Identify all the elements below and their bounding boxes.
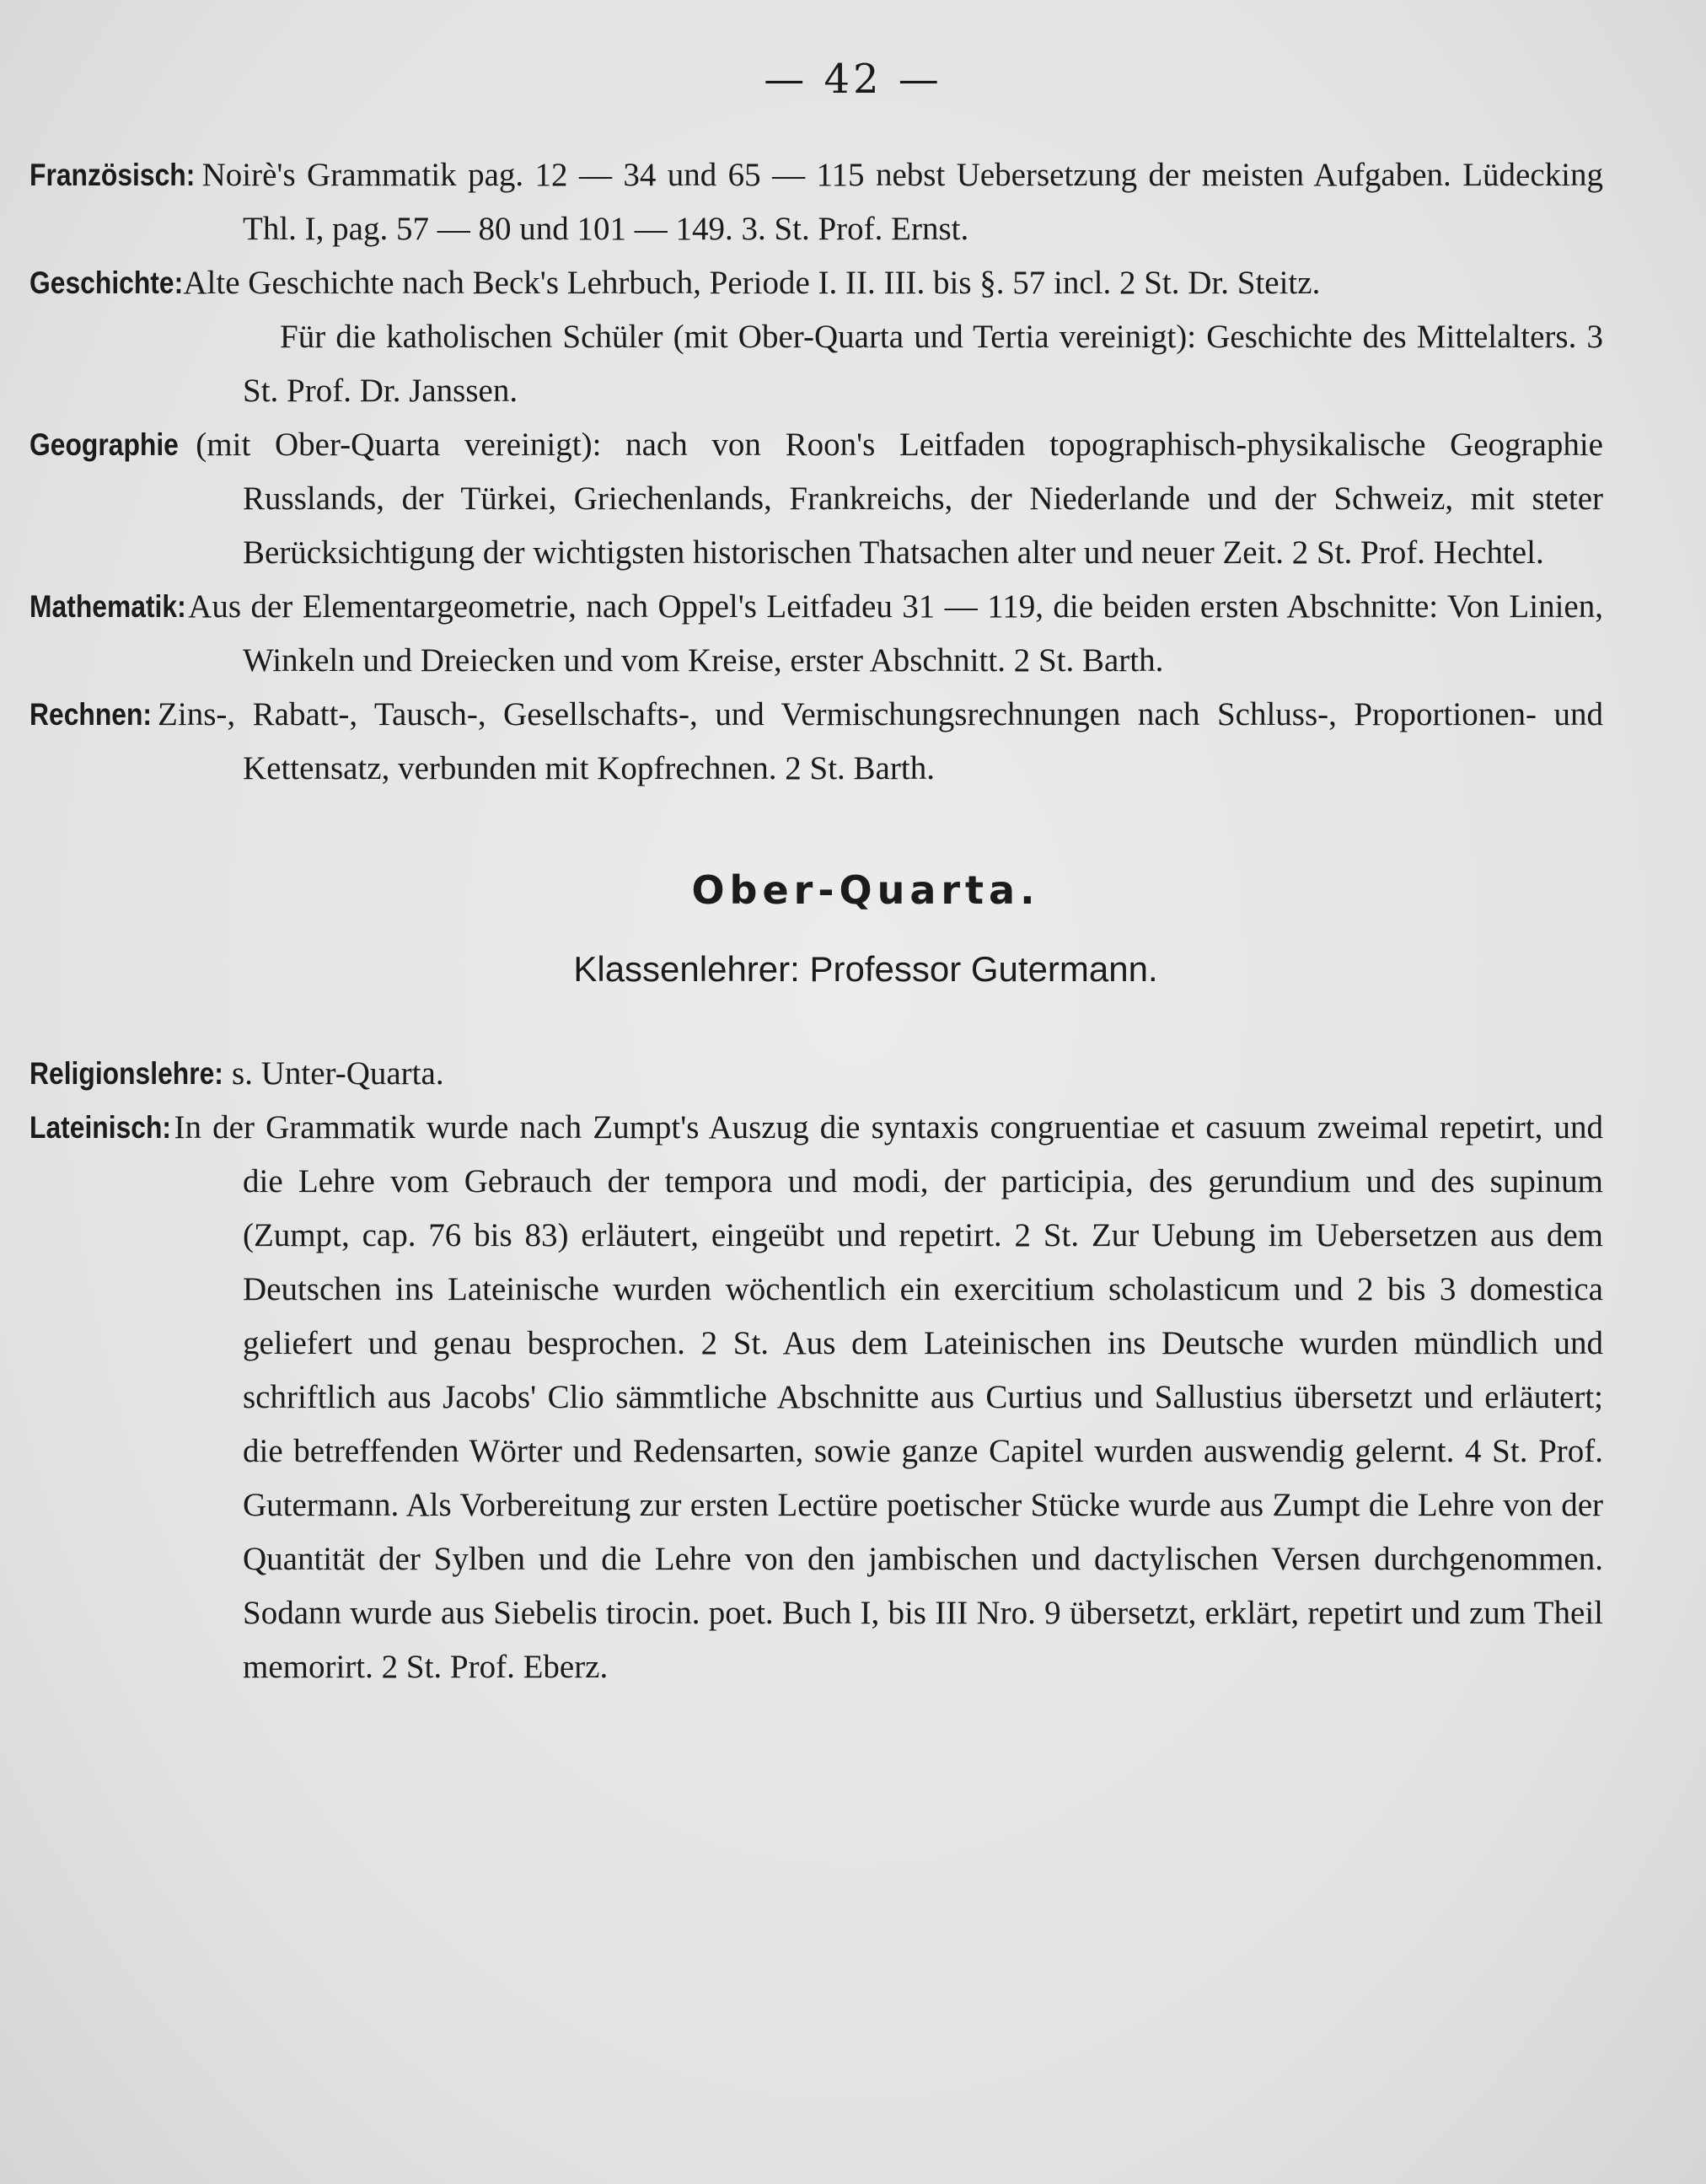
subject-heading: Mathematik: <box>30 589 186 624</box>
section-title: Ober-Quarta. <box>691 867 1040 913</box>
page-number: — 42 — <box>764 56 942 103</box>
entry-mathematik <box>30 580 1603 688</box>
entry-text: In der Grammatik wurde nach Zumpt's Auszug die syntaxis congruentiae et casuum zweimal repetirt, und die Lehre vom Gebrauch der tempora und modi, der participia, des gerundium und des supinum (Zumpt, cap. 76 bis 83) erläutert, eingeübt und repetirt. 2 St. Zur Uebung im Uebersetzen aus dem Deutschen ins Lateinische wurden wöchentlich ein exercitium scholasticum und 2 bis 3 domestica geliefert und genau besprochen. 2 St. Aus dem Lateinischen ins Deutsche wurden mündlich und schriftlich aus Jacobs' Clio sämmtliche Abschnitte aus Curtius und Sallustius übersetzt und erläutert; die betreffenden Wörter und Redensarten, sowie ganze Capitel wurden auswendig gelernt. 4 St. Prof. Gutermann. Als Vorbereitung zur ersten Lectüre poetischer Stücke wurde aus Zumpt die Lehre von der Quantität der Sylben und die Lehre von den jambischen und dactylischen Versen durchgenommen. Sodann wurde aus Siebelis tirocin. poet. Buch I, bis III Nro. 9 übersetzt, erklärt, repetirt und zum Theil memorirt. 2 St. Prof. Eberz. <box>163 1109 1603 1685</box>
subject-heading: Geschichte: <box>30 266 184 300</box>
subject-heading: Rechnen: <box>30 697 153 732</box>
entry-text: Aus der Elementargeometrie, nach Oppel's Leitfadeu 31 — 119, die beiden ersten Abschnitte: Von Linien, Winkeln und Dreiecken und vom Kreise, erster Abschnitt. 2 St. Barth. <box>180 588 1603 679</box>
entry-geographie <box>30 418 1603 580</box>
subject-heading: Lateinisch: <box>30 1110 172 1145</box>
entry-geschichte <box>30 256 1603 310</box>
entry-rechnen <box>30 688 1603 796</box>
entry-franzoesisch <box>30 148 1603 256</box>
entry-text: (mit Ober-Quarta vereinigt): nach von Roon's Leitfaden topographisch-physikalische Geographie Russlands, der Türkei, Griechenlands, Frankreichs, der Niederlande und der Schweiz, mit steter Berücksichtigung der wichtigsten historischen Thatsachen alter und neuer Zeit. 2 St. Prof. Hechtel. <box>171 427 1603 571</box>
entry-text: Zins-, Rabatt-, Tausch-, Gesellschafts-, und Vermischungsrechnungen nach Schluss-, Proportionen- und Kettensatz, verbunden mit Kopfrechnen. 2 St. Barth. <box>140 696 1603 786</box>
entry-lateinisch <box>30 1101 1603 1694</box>
entry-text: Alte Geschichte nach Beck's Lehrbuch, Periode I. II. III. bis §. 57 incl. 2 St. Dr. Steitz. <box>176 265 1321 301</box>
subject-heading: Französisch: <box>30 158 196 192</box>
entry-text: s. Unter-Quarta. <box>223 1055 444 1092</box>
entry-continuation: Für die katholischen Schüler (mit Ober-Quarta und Tertia vereinigt): Geschichte des Mittelalters. 3 St. Prof. Dr. Janssen. <box>243 319 1603 409</box>
subject-heading: Religionslehre: <box>30 1056 223 1091</box>
entry-religionslehre <box>30 1047 1603 1101</box>
entry-text: Noirè's Grammatik pag. 12 — 34 und 65 — 115 nebst Uebersetzung der meisten Aufgaben. Lüdecking Thl. I, pag. 57 — 80 und 101 — 149. 3. St. Prof. Ernst. <box>190 157 1603 247</box>
klassenlehrer-line: Klassenlehrer: Professor Gutermann. <box>573 949 1158 989</box>
page-content <box>30 148 1603 1694</box>
subject-heading: Geographie <box>30 427 179 462</box>
